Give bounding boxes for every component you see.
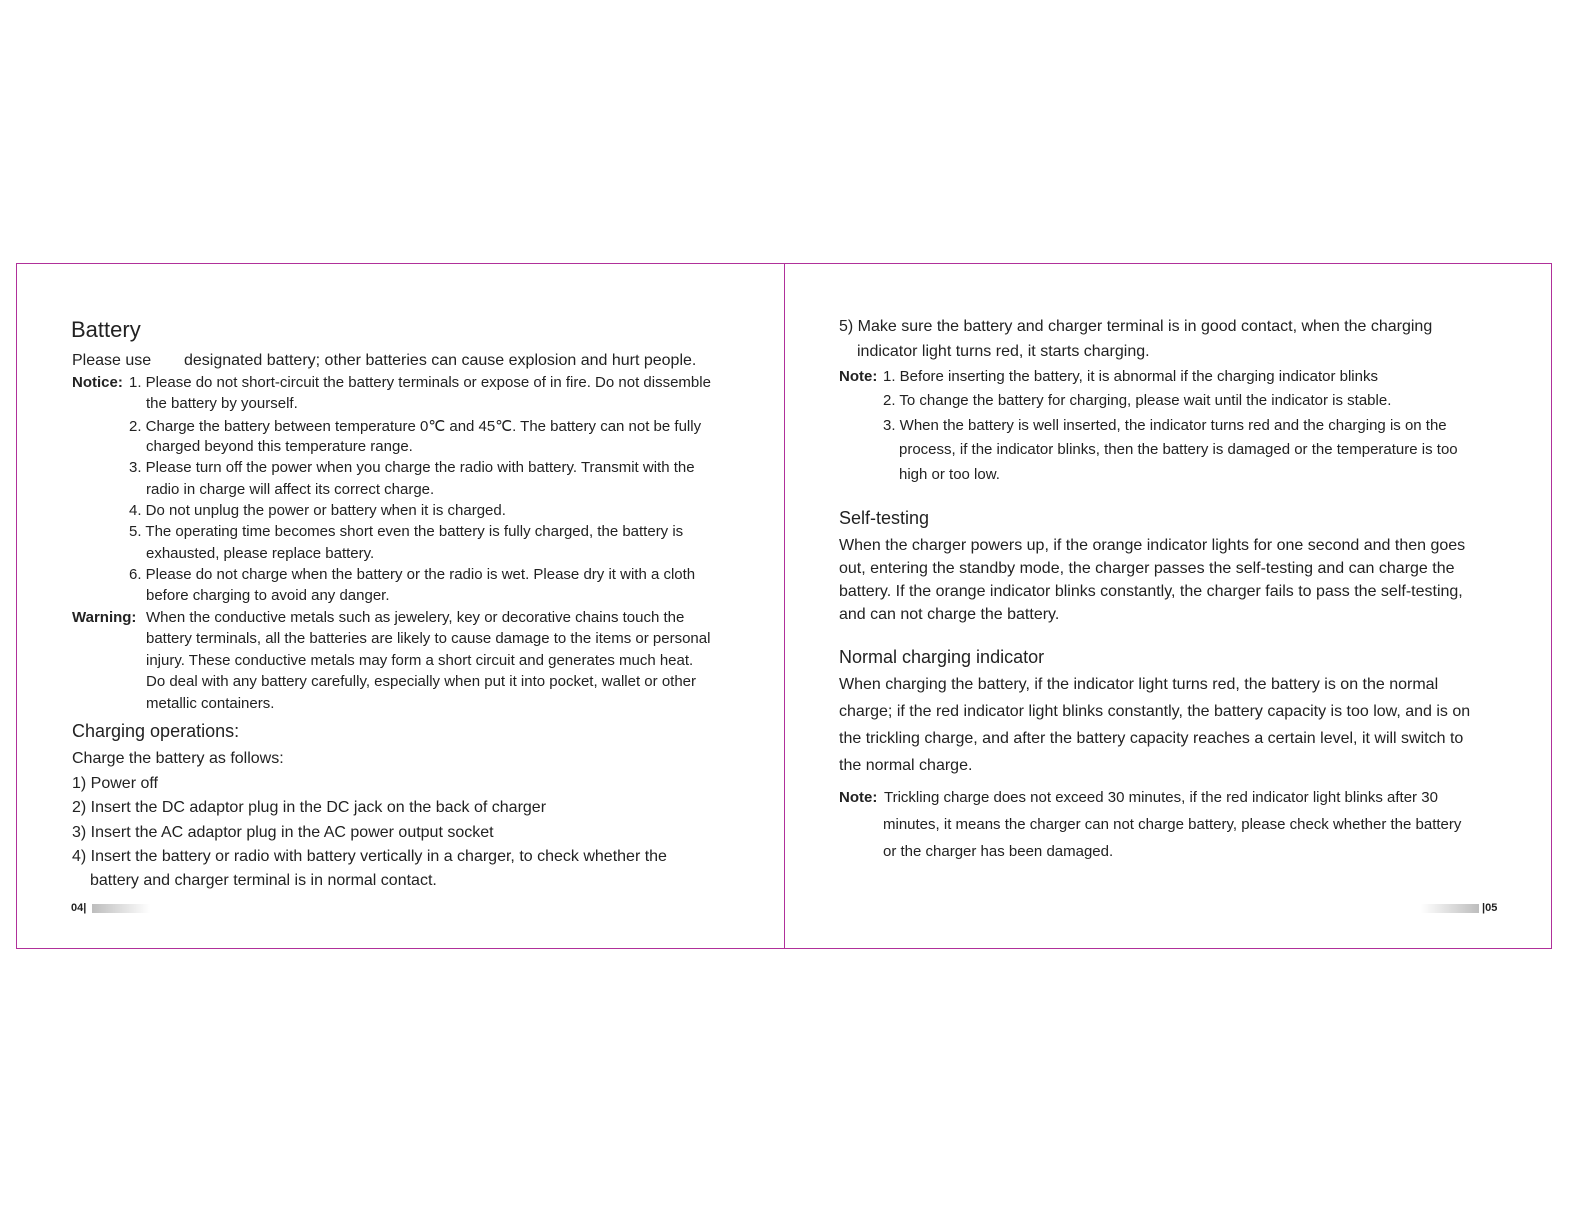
page-title: Battery (71, 317, 141, 342)
warning-line: battery terminals, all the batteries are likely to cause damage to the items or personal (146, 630, 711, 647)
charging-step: 2) Insert the DC adaptor plug in the DC jack on the back of charger (72, 799, 547, 816)
notice-line: 2. Charge the battery between temperature 0℃ and 45℃. The battery can not be fully (129, 418, 702, 435)
note-line: 1. Before inserting the battery, it is abnormal if the charging indicator blinks (883, 368, 1378, 385)
note-label: Note: (839, 368, 878, 385)
notice-line: radio in charge will affect its correct charge. (146, 481, 435, 498)
note-label: Note: (839, 789, 878, 806)
page-number: 04| (71, 902, 87, 914)
normal-charging-line: When charging the battery, if the indicator light turns red, the battery is on the normal (839, 676, 1439, 693)
notice-label: Notice: (72, 374, 123, 391)
notice-line: exhausted, please replace battery. (146, 545, 375, 562)
note-line: Trickling charge does not exceed 30 minutes, if the red indicator light blinks after 30 (884, 789, 1438, 806)
charging-step: 3) Insert the AC adaptor plug in the AC power output socket (72, 824, 494, 841)
normal-charging-line: charge; if the red indicator light blinks constantly, the battery capacity is too low, and is on (839, 703, 1471, 720)
normal-charging-line: the trickling charge, and after the battery capacity reaches a certain level, it will switch to (839, 730, 1464, 747)
selftest-heading: Self-testing (839, 508, 930, 528)
charging-line: Charge the battery as follows: (72, 750, 284, 767)
selftest-line: out, entering the standby mode, the charger passes the self-testing and can charge the (839, 560, 1455, 577)
charging-heading: Charging operations: (72, 721, 240, 741)
note-line: minutes, it means the charger can not charge battery, please check whether the battery (883, 816, 1462, 833)
page-left (16, 263, 785, 949)
charging-step: 4) Insert the battery or radio with battery vertically in a charger, to check whether the (72, 848, 667, 865)
normal-charging-line: the normal charge. (839, 757, 973, 774)
note-line: 2. To change the battery for charging, please wait until the indicator is stable. (883, 392, 1392, 409)
warning-line: injury. These conductive metals may form a short circuit and generates much heat. (146, 652, 694, 669)
intro-text-b: designated battery; other batteries can cause explosion and hurt people. (184, 352, 697, 369)
page-right (784, 263, 1552, 949)
notice-line: charged beyond this temperature range. (146, 438, 413, 455)
footer-bar (92, 904, 150, 913)
notice-line: 1. Please do not short-circuit the battery terminals or expose of in fire. Do not dissemble (129, 374, 711, 391)
normal-charging-heading: Normal charging indicator (839, 647, 1045, 667)
note-line: 3. When the battery is well inserted, the indicator turns red and the charging is on the (883, 417, 1447, 434)
notice-line: before charging to avoid any danger. (146, 587, 390, 604)
charging-step: battery and charger terminal is in normal contact. (90, 872, 437, 889)
page-number: |05 (1482, 902, 1498, 914)
manual-spread (16, 263, 1552, 949)
notice-line: 5. The operating time becomes short even the battery is fully charged, the battery is (129, 523, 684, 540)
footer-bar (1421, 904, 1479, 913)
note-line: high or too low. (899, 466, 1000, 483)
warning-line: Do deal with any battery carefully, especially when put it into pocket, wallet or other (146, 673, 697, 690)
notice-line: 6. Please do not charge when the battery or the radio is wet. Please dry it with a cloth (129, 566, 696, 583)
notice-line: 4. Do not unplug the power or battery when it is charged. (129, 502, 506, 519)
step-line: 5) Make sure the battery and charger terminal is in good contact, when the charging (839, 318, 1433, 335)
warning-label: Warning: (72, 609, 137, 626)
charging-step: 1) Power off (72, 775, 158, 792)
selftest-line: and can not charge the battery. (839, 606, 1060, 623)
step-line: indicator light turns red, it starts charging. (857, 343, 1150, 360)
warning-line: When the conductive metals such as jewelery, key or decorative chains touch the (146, 609, 685, 626)
note-line: or the charger has been damaged. (883, 843, 1114, 860)
intro-text-a: Please use (72, 352, 152, 369)
warning-line: metallic containers. (146, 695, 275, 712)
selftest-line: When the charger powers up, if the orange indicator lights for one second and then goes (839, 537, 1466, 554)
selftest-line: battery. If the orange indicator blinks constantly, the charger fails to pass the self-testing, (839, 583, 1463, 600)
notice-line: the battery by yourself. (146, 395, 298, 412)
note-line: process, if the indicator blinks, then the battery is damaged or the temperature is too (899, 441, 1458, 458)
notice-line: 3. Please turn off the power when you charge the radio with battery. Transmit with the (129, 459, 695, 476)
